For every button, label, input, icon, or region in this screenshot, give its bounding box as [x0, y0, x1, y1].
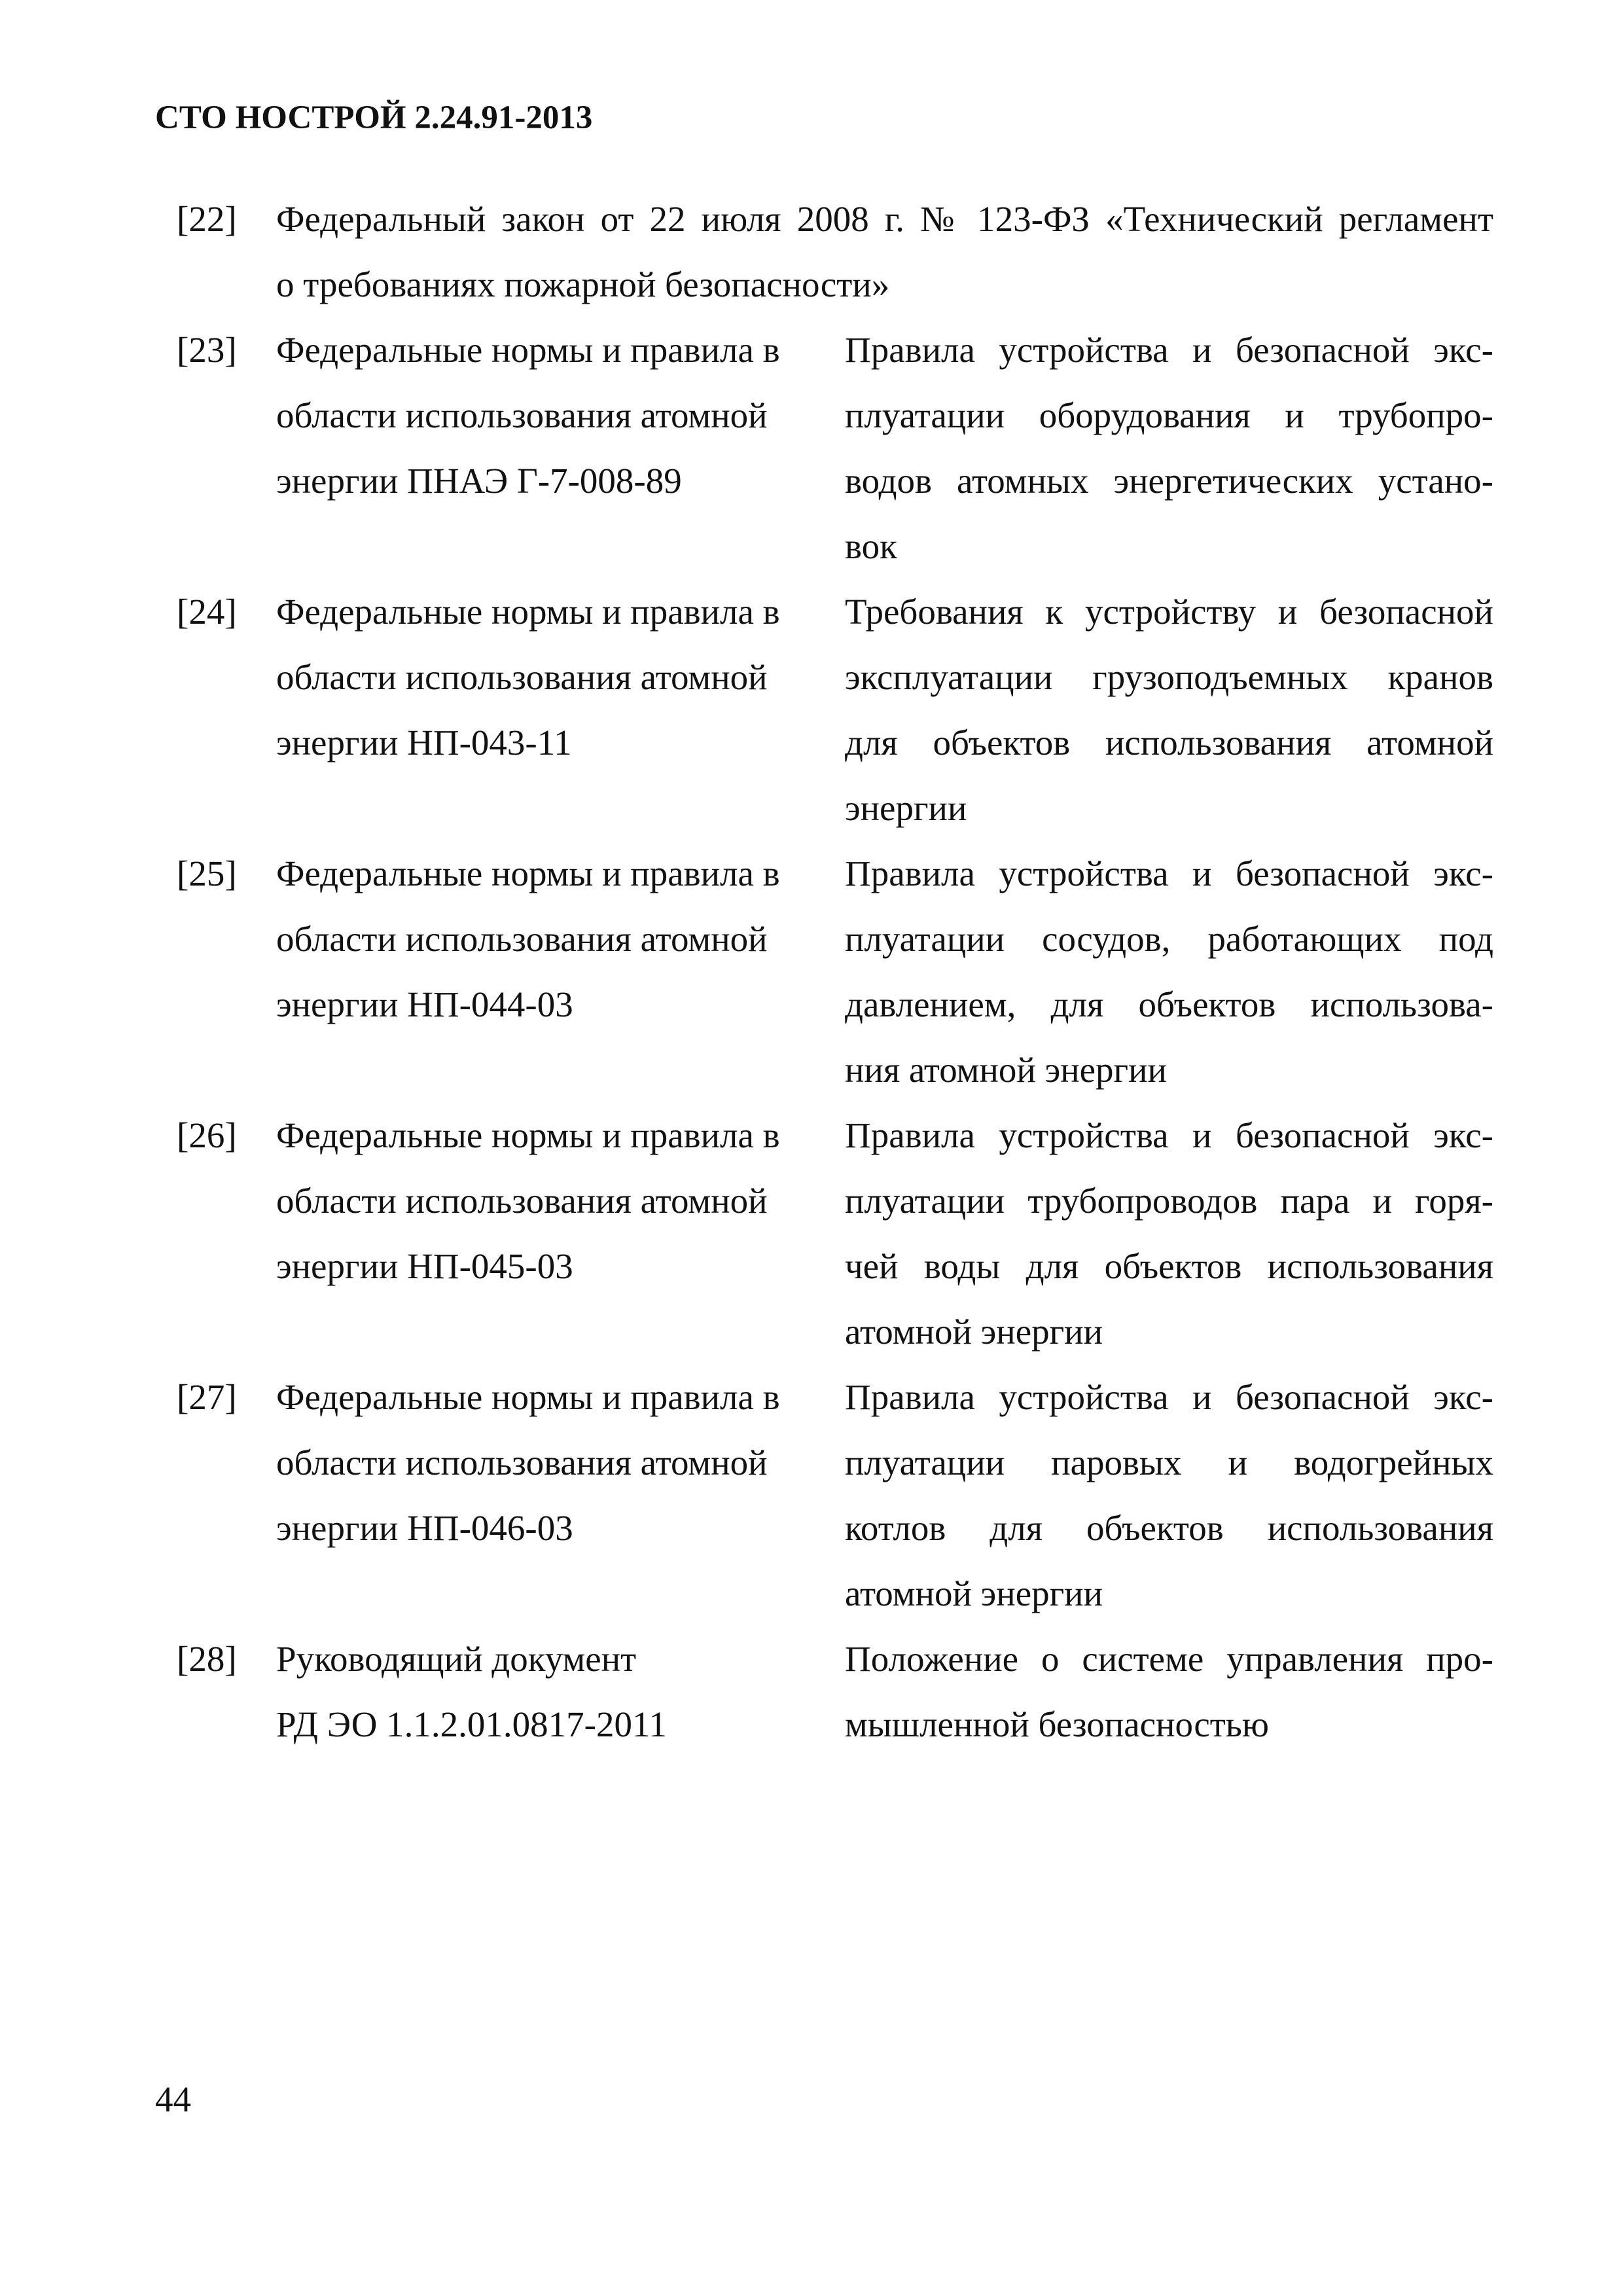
reference-text-line: Федеральный закон от 22 июля 2008 г. № 123-ФЗ «Технический регламент: [276, 199, 1493, 239]
reference-source-line: Федеральные нормы и правила в: [276, 1377, 780, 1417]
reference-source: [276, 841, 839, 1037]
reference-source-line: области использования атомной: [276, 395, 768, 435]
reference-title-line: для объектов использования атомной: [845, 723, 1493, 762]
reference-source-line: энергии ПНАЭ Г-7-008-89: [276, 461, 682, 501]
reference-title-line: вок: [845, 526, 897, 566]
reference-source: [276, 317, 839, 514]
reference-number: [22]: [177, 199, 237, 239]
reference-source-line: энергии НП-044-03: [276, 984, 573, 1024]
reference-number: [28]: [177, 1639, 237, 1679]
reference-title-line: Положение о системе управления про-: [845, 1639, 1493, 1679]
reference-number: [25]: [177, 853, 237, 893]
reference-title: [845, 579, 1493, 841]
reference-source-line: энергии НП-045-03: [276, 1246, 573, 1286]
reference-title-line: котлов для объектов использования: [845, 1508, 1493, 1548]
reference-source-line: области использования атомной: [276, 919, 768, 959]
reference-title: [845, 841, 1493, 1103]
reference-title-line: плуатации паровых и водогрейных: [845, 1443, 1493, 1482]
reference-title-line: ния атомной энергии: [845, 1050, 1167, 1090]
reference-title-line: эксплуатации грузоподъемных кранов: [845, 657, 1493, 697]
reference-title: [845, 1626, 1493, 1757]
reference-title-line: плуатации оборудования и трубопро-: [845, 395, 1493, 435]
reference-text: [276, 187, 1493, 317]
reference-number: [24]: [177, 592, 237, 632]
reference-title-line: Правила устройства и безопасной экс-: [845, 1115, 1493, 1155]
page-number: 44: [155, 2079, 191, 2119]
reference-source-line: Федеральные нормы и правила в: [276, 853, 780, 893]
reference-title-line: водов атомных энергетических устано-: [845, 461, 1493, 501]
reference-source: [276, 1365, 839, 1561]
reference-source-line: Федеральные нормы и правила в: [276, 1115, 780, 1155]
reference-title-line: Правила устройства и безопасной экс-: [845, 1377, 1493, 1417]
reference-source-line: области использования атомной: [276, 1181, 768, 1221]
reference-source-line: энергии НП-046-03: [276, 1508, 573, 1548]
reference-title-line: Правила устройства и безопасной экс-: [845, 853, 1493, 893]
reference-source: [276, 1626, 839, 1757]
reference-title: [845, 1365, 1493, 1626]
reference-source-line: области использования атомной: [276, 1443, 768, 1482]
reference-number: [27]: [177, 1377, 237, 1417]
reference-source-line: энергии НП-043-11: [276, 723, 572, 762]
reference-title-line: давлением, для объектов использова-: [845, 984, 1493, 1024]
reference-text-line: о требованиях пожарной безопасности»: [276, 264, 890, 304]
reference-title-line: чей воды для объектов использования: [845, 1246, 1493, 1286]
reference-source-line: РД ЭО 1.1.2.01.0817-2011: [276, 1704, 667, 1744]
reference-title-line: атомной энергии: [845, 1573, 1103, 1613]
reference-number: [23]: [177, 330, 237, 370]
reference-source-line: Федеральные нормы и правила в: [276, 592, 780, 632]
reference-title-line: плуатации трубопроводов пара и горя-: [845, 1181, 1493, 1221]
reference-number: [26]: [177, 1115, 237, 1155]
page-header-title: СТО НОСТРОЙ 2.24.91-2013: [155, 99, 593, 136]
reference-source: [276, 579, 839, 776]
reference-title-line: атомной энергии: [845, 1312, 1103, 1352]
reference-title-line: мышленной безопасностью: [845, 1704, 1269, 1744]
reference-title: [845, 317, 1493, 579]
reference-title-line: энергии: [845, 788, 967, 828]
reference-title-line: плуатации сосудов, работающих под: [845, 919, 1493, 959]
reference-source-line: Руководящий документ: [276, 1639, 637, 1679]
reference-source-line: Федеральные нормы и правила в: [276, 330, 780, 370]
reference-title: [845, 1103, 1493, 1365]
reference-source: [276, 1103, 839, 1299]
reference-source-line: области использования атомной: [276, 657, 768, 697]
reference-title-line: Требования к устройству и безопасной: [845, 592, 1493, 632]
reference-title-line: Правила устройства и безопасной экс-: [845, 330, 1493, 370]
